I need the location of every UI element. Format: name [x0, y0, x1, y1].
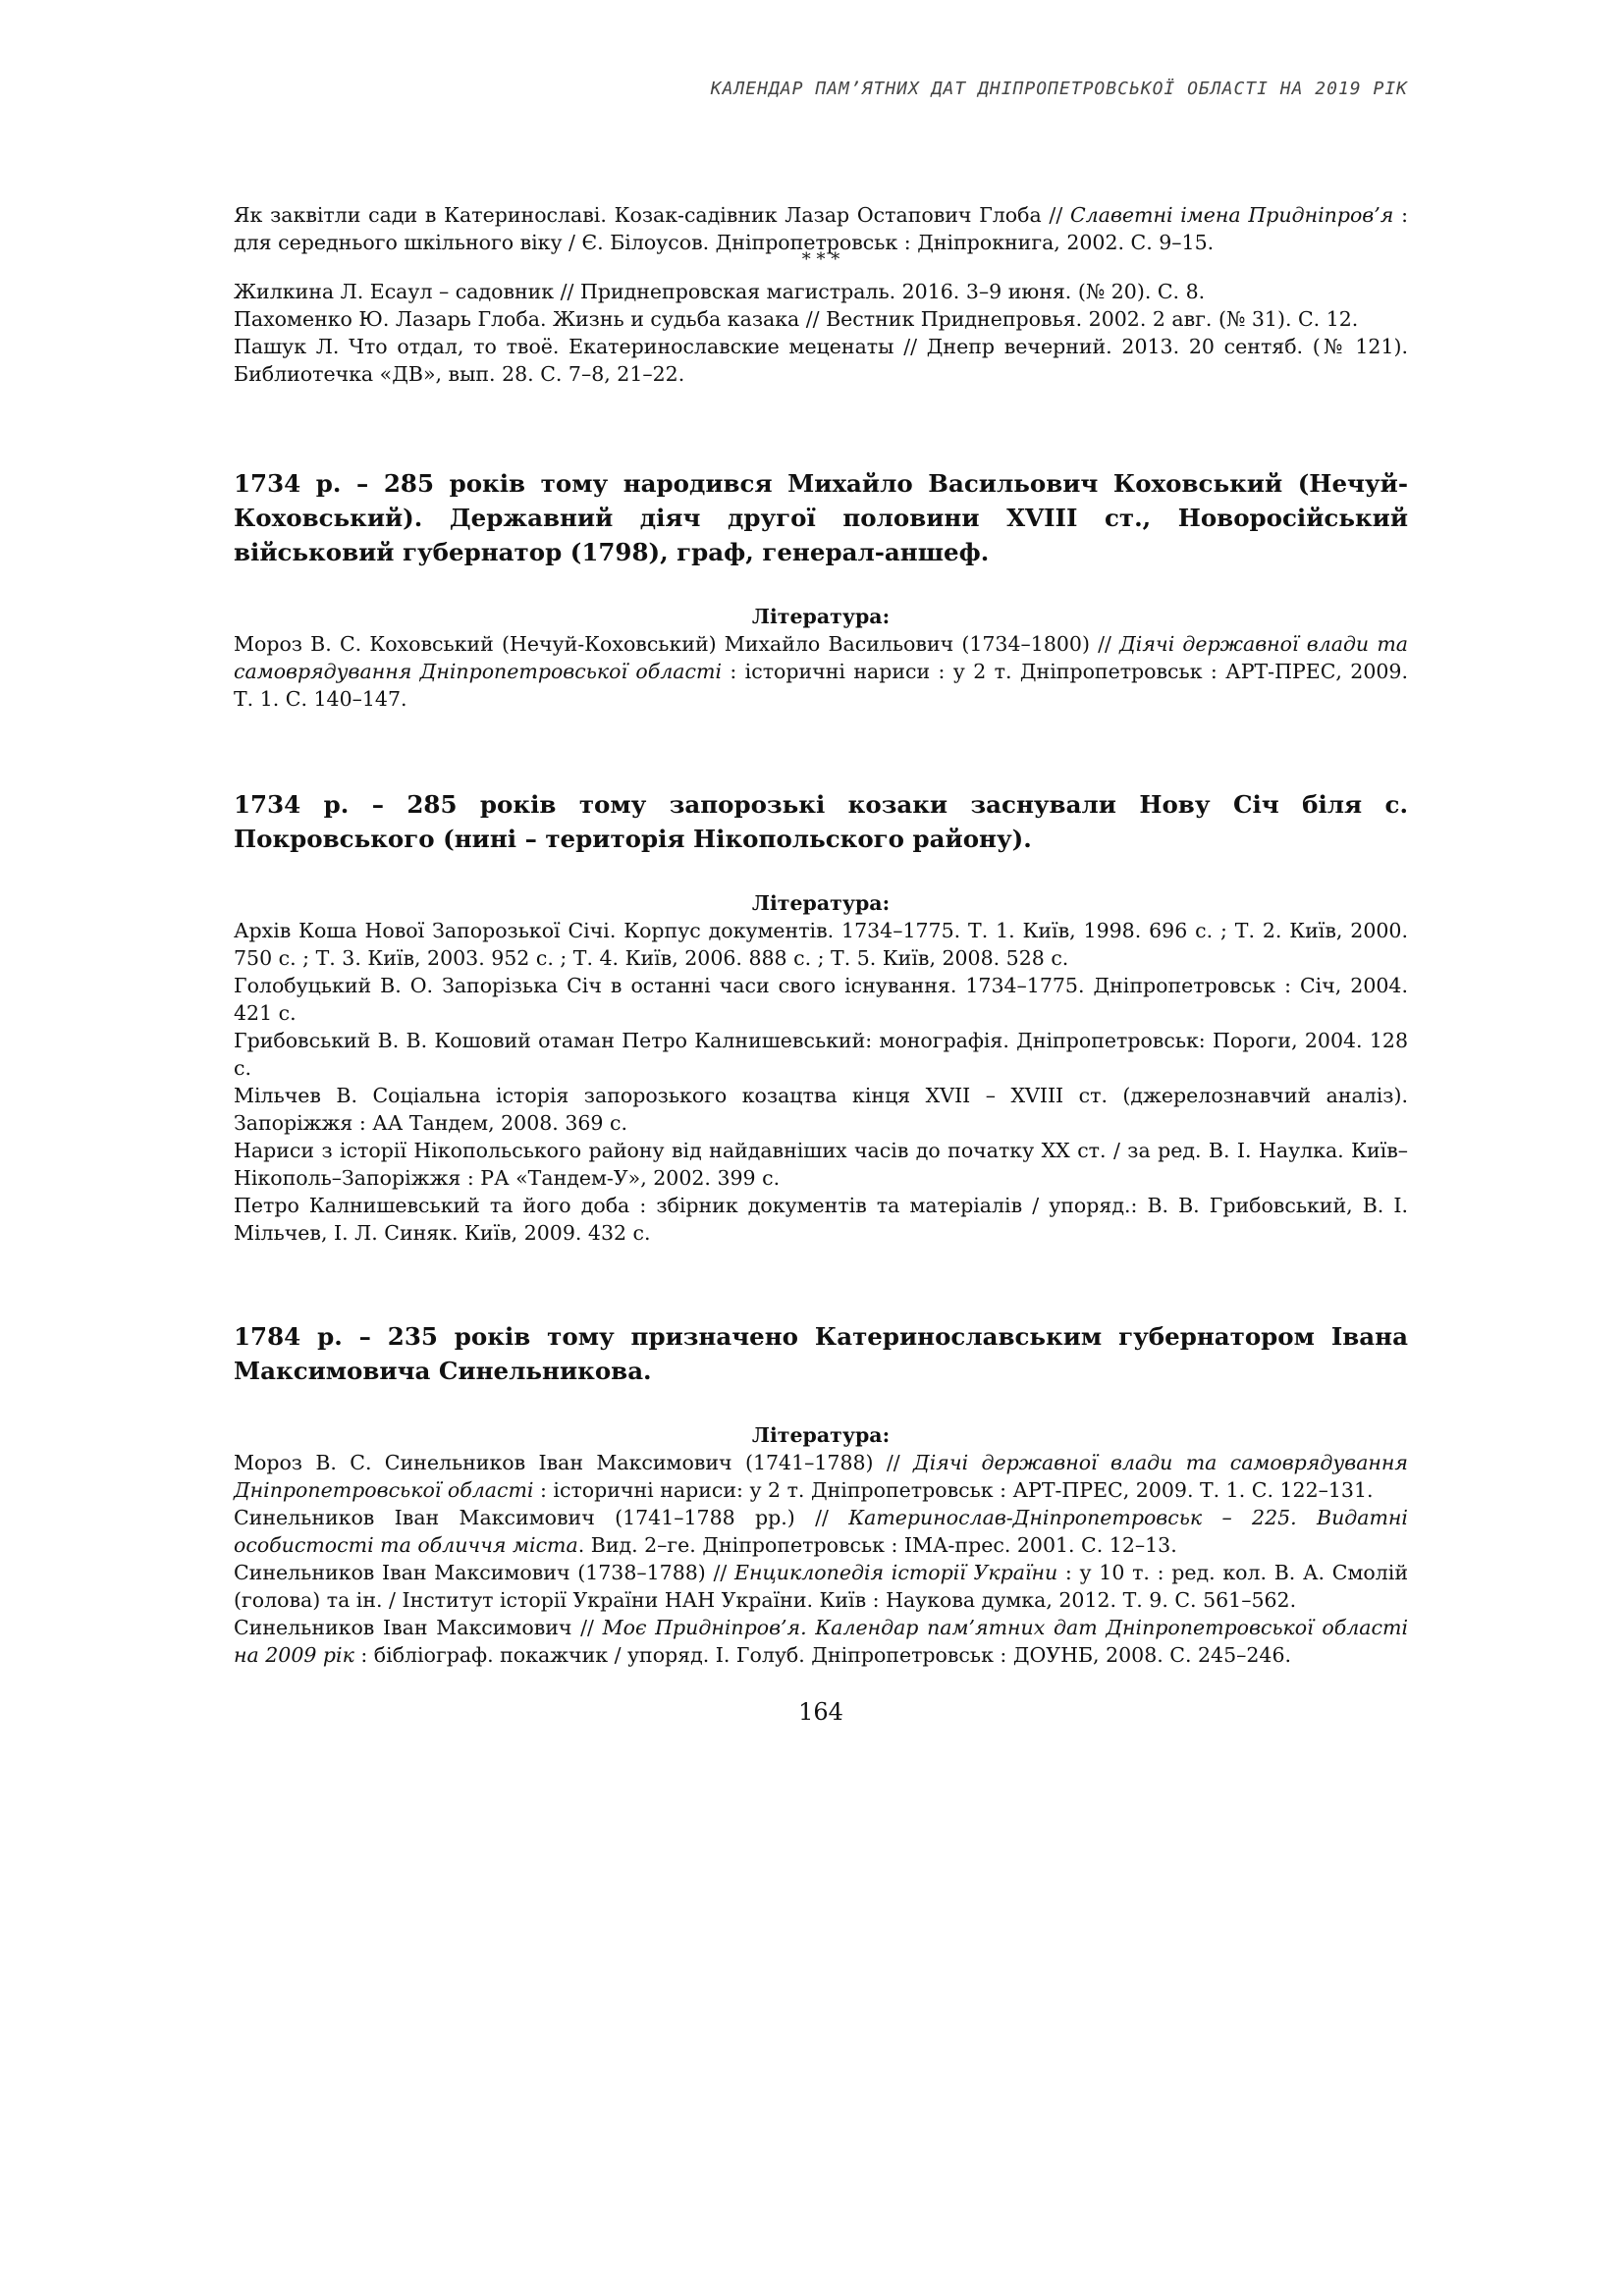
bibliography-entry: Мільчев В. Соціальна історія запорозького козацтва кінця XVII – XVIII ст. (джерелознавчий аналіз). Запоріжжя : АА Тандем, 2008. 369 с. [234, 1084, 1408, 1135]
page-body [234, 201, 1408, 1669]
bibliography-entry: Пахоменко Ю. Лазарь Глоба. Жизнь и судьба казака // Вестник Приднепровья. 2002. 2 авг. (№ 31). С. 12. [234, 307, 1359, 331]
page-number: 164 [798, 1698, 843, 1726]
bibliography-entry: Пашук Л. Что отдал, то твоё. Екатеринославские меценаты // Днепр вечерний. 2013. 20 сентяб. (№ 121). Библиотечка «ДВ», вып. 28. С. 7–8, 21–22. [234, 335, 1408, 386]
bibliography-entry: Мороз В. С. Коховський (Нечуй-Коховський) Михайло Васильович (1734–1800) // Діячі державної влади та самоврядування Дніпропетровської області : історичні нариси : у 2 т. Дніпропетровськ : АРТ-ПРЕС, 2009. Т. 1. С. 140–147. [234, 632, 1408, 711]
literature-label: Література: [751, 1423, 891, 1447]
bibliography-entry: Синельников Іван Максимович // Моє Придніпров’я. Календар пам’ятних дат Дніпропетровської області на 2009 рік : бібліограф. покажчик / упоряд. І. Голуб. Дніпропетровськ : ДОУНБ, 2008. С. 245–246. [234, 1616, 1408, 1667]
section-title: 1734 р. – 285 років тому запорозькі козаки заснували Нову Січ біля с. Покровського (нині – територія Нікопольского району). [234, 790, 1408, 853]
bibliography-entry: Як заквітли сади в Катеринославі. Козак-садівник Лазар Остапович Глоба // Славетні імена Придніпров’я : для середнього шкільного віку / Є. Білоусов. Дніпропетровськ : Дніпрокнига, 2002. С. 9–15. [234, 203, 1408, 254]
bibliography-entry: Голобуцький В. О. Запорізька Січ в останні часи свого існування. 1734–1775. Дніпропетровськ : Січ, 2004. 421 с. [234, 974, 1408, 1025]
bibliography-entry: Синельников Іван Максимович (1738–1788) // Енциклопедія історії України : у 10 т. : ред. кол. В. А. Смолій (голова) та ін. / Інститут історії України НАН України. Київ : Наукова думка, 2012. Т. 9. С. 561–562. [234, 1561, 1408, 1612]
bibliography-entry: Синельников Іван Максимович (1741–1788 рр.) // Катеринослав-Дніпропетровськ – 225. Видатні особистості та обличчя міста. Вид. 2–ге. Дніпропетровськ : ІМА-прес. 2001. С. 12–13. [234, 1506, 1408, 1557]
literature-label: Література: [751, 605, 891, 628]
running-header: КАЛЕНДАР ПАМ’ЯТНИХ ДАТ ДНІПРОПЕТРОВСЬКОЇ ОБЛАСТІ НА 2019 РІК [710, 79, 1408, 99]
bibliography-entry: Архів Коша Нової Запорозької Січі. Корпус документів. 1734–1775. Т. 1. Київ, 1998. 696 с. ; Т. 2. Київ, 2000. 750 с. ; Т. 3. Київ, 2003. 952 с. ; Т. 4. Київ, 2006. 888 с. ; Т. 5. Київ, 2008. 528 с. [234, 919, 1408, 970]
bibliography-entry: Мороз В. С. Синельников Іван Максимович (1741–1788) // Діячі державної влади та самоврядування Дніпропетровської області : історичні нариси: у 2 т. Дніпропетровськ : АРТ-ПРЕС, 2009. Т. 1. С. 122–131. [234, 1451, 1408, 1502]
section-title: 1784 р. – 235 років тому призначено Катеринославським губернатором Івана Максимовича Синельникова. [234, 1322, 1408, 1385]
bibliography-entry: Нариси з історії Нікопольського району від найдавніших часів до початку XX ст. / за ред. В. І. Наулка. Київ–Нікополь–Запоріжжя : РА «Тандем-У», 2002. 399 с. [234, 1139, 1408, 1190]
section-title: 1734 р. – 285 років тому народився Михайло Васильович Коховський (Нечуй-Коховський). Державний діяч другої половини XVIII ст., Новоросійський військовий губернатор (1798), граф, генерал-аншеф. [234, 469, 1408, 566]
bibliography-entry: Петро Калнишевський та його доба : збірник документів та матеріалів / упоряд.: В. В. Грибовський, В. І. Мільчев, І. Л. Синяк. Київ, 2009. 432 с. [234, 1194, 1408, 1245]
bibliography-entry: Грибовський В. В. Кошовий отаман Петро Калнишевський: монографія. Дніпропетровськ: Пороги, 2004. 128 с. [234, 1029, 1408, 1080]
bibliography-entry: Жилкина Л. Есаул – садовник // Приднепровская магистраль. 2016. 3–9 июня. (№ 20). С. 8. [234, 280, 1206, 303]
literature-label: Література: [751, 891, 891, 915]
separator-stars: * * * [801, 249, 840, 270]
